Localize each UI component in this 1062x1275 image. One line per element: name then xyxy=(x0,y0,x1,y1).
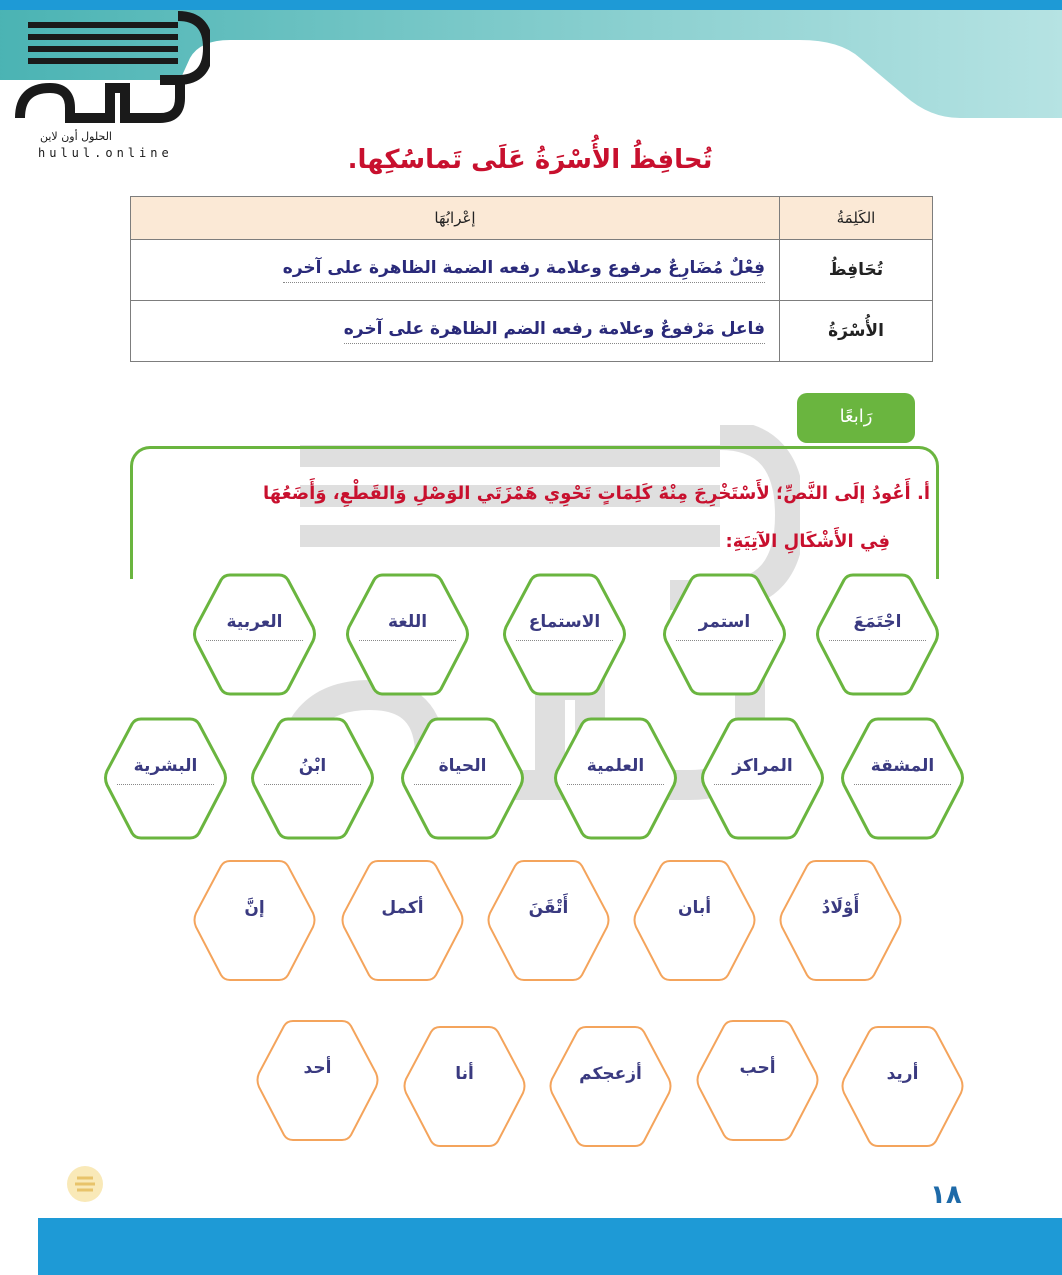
green-hexagon[interactable] xyxy=(840,716,965,841)
row-word: تُحَافِظُ xyxy=(780,240,933,301)
answer-line xyxy=(567,784,664,785)
question-text xyxy=(170,470,930,566)
green-hexagon[interactable] xyxy=(103,716,228,841)
answer-line xyxy=(117,784,214,785)
green-hexagon[interactable] xyxy=(502,572,627,697)
row-analysis-answer[interactable]: فِعْلٌ مُضَارِعٌ مرفوع وعلامة رفعه الضمة الظاهرة على آخره xyxy=(283,258,765,283)
hexagon-word: المشقة xyxy=(870,756,935,776)
answer-line xyxy=(676,640,773,641)
hexagon-word: أزعجكم xyxy=(579,1064,642,1084)
orange-hexagon[interactable] xyxy=(778,858,903,983)
green-hexagon[interactable] xyxy=(553,716,678,841)
table-header-row xyxy=(131,197,933,240)
hexagon-word: أنا xyxy=(455,1064,474,1084)
hexagon-word: الاستماع xyxy=(528,612,601,632)
answer-line xyxy=(854,784,951,785)
green-hexagon[interactable] xyxy=(815,572,940,697)
green-hexagon[interactable] xyxy=(250,716,375,841)
orange-hexagon[interactable] xyxy=(340,858,465,983)
page-number: ١٨ xyxy=(930,1180,962,1210)
green-hexagon[interactable] xyxy=(700,716,825,841)
answer-line xyxy=(264,784,361,785)
logo-arabic-subtitle: الحلول أون لاين xyxy=(40,130,112,143)
orange-hexagon[interactable] xyxy=(632,858,757,983)
hexagon-word: أحب xyxy=(739,1058,776,1078)
hexagon-word: أَتْقَنَ xyxy=(528,898,569,918)
orange-hexagon[interactable] xyxy=(486,858,611,983)
answer-line xyxy=(714,784,811,785)
row-word: الأُسْرَةُ xyxy=(780,301,933,362)
header-analysis: إعْرابُهَا xyxy=(131,197,780,240)
answer-line xyxy=(829,640,926,641)
hexagon-word: العلمية xyxy=(586,756,645,776)
hexagon-word: أبان xyxy=(677,898,712,918)
green-hexagon[interactable] xyxy=(662,572,787,697)
row-analysis-answer[interactable]: فاعل مَرْفوعٌ وعلامة رفعه الضم الظاهرة على آخره xyxy=(344,319,765,344)
hexagon-word: أريد xyxy=(886,1064,919,1084)
hexagon-word: أحد xyxy=(303,1058,332,1078)
hexagon-word: البشرية xyxy=(133,756,198,776)
orange-hexagon[interactable] xyxy=(548,1024,673,1149)
green-hexagon[interactable] xyxy=(345,572,470,697)
footer-band xyxy=(38,1218,1062,1275)
hexagon-word: اجْتَمَعَ xyxy=(853,612,902,632)
hexagon-word: العربية xyxy=(226,612,283,632)
answer-line xyxy=(206,640,303,641)
hexagon-word: أكمل xyxy=(381,898,424,918)
green-hexagon[interactable] xyxy=(400,716,525,841)
parsing-table xyxy=(130,196,933,362)
orange-hexagon[interactable] xyxy=(840,1024,965,1149)
orange-hexagon[interactable] xyxy=(402,1024,527,1149)
hexagon-word: اللغة xyxy=(387,612,428,632)
sentence-title: تُحافِظُ الأُسْرَةُ عَلَى تَماسُكِها. xyxy=(347,145,713,175)
orange-hexagon[interactable] xyxy=(255,1018,380,1143)
table-row xyxy=(131,301,933,362)
answer-line xyxy=(414,784,511,785)
green-hexagon[interactable] xyxy=(192,572,317,697)
orange-hexagon[interactable] xyxy=(695,1018,820,1143)
question-line-1: أ. أَعُودُ إلَى النَّصِّ؛ لأَسْتَخْرِجَ مِنْهُ كَلِمَاتٍ تَحْوِي هَمْزَتَي الوَصْلِ وَالقَطْعِ، وَأَضَعُهَا xyxy=(262,483,930,504)
hexagon-word: المراكز xyxy=(732,756,793,776)
answer-line xyxy=(516,640,613,641)
hulul-logo xyxy=(10,8,210,158)
section-tab-fourth: رَابعًا xyxy=(797,393,915,443)
header-word: الكَلِمَةُ xyxy=(780,197,933,240)
table-row xyxy=(131,240,933,301)
hexagon-word: الحياة xyxy=(438,756,487,776)
answer-line xyxy=(359,640,456,641)
hexagon-word: أَوْلَادُ xyxy=(821,898,860,918)
hexagon-word: إنَّ xyxy=(244,898,265,918)
decorative-swirl-icon xyxy=(55,1150,115,1210)
question-line-2: فِي الأَشْكَالِ الآتِيَةِ: xyxy=(725,531,890,552)
hexagon-word: ابْنُ xyxy=(298,756,327,776)
orange-hexagon[interactable] xyxy=(192,858,317,983)
hexagon-word: استمر xyxy=(698,612,751,632)
logo-mark xyxy=(10,8,210,138)
logo-latin: hulul.online xyxy=(38,146,173,160)
